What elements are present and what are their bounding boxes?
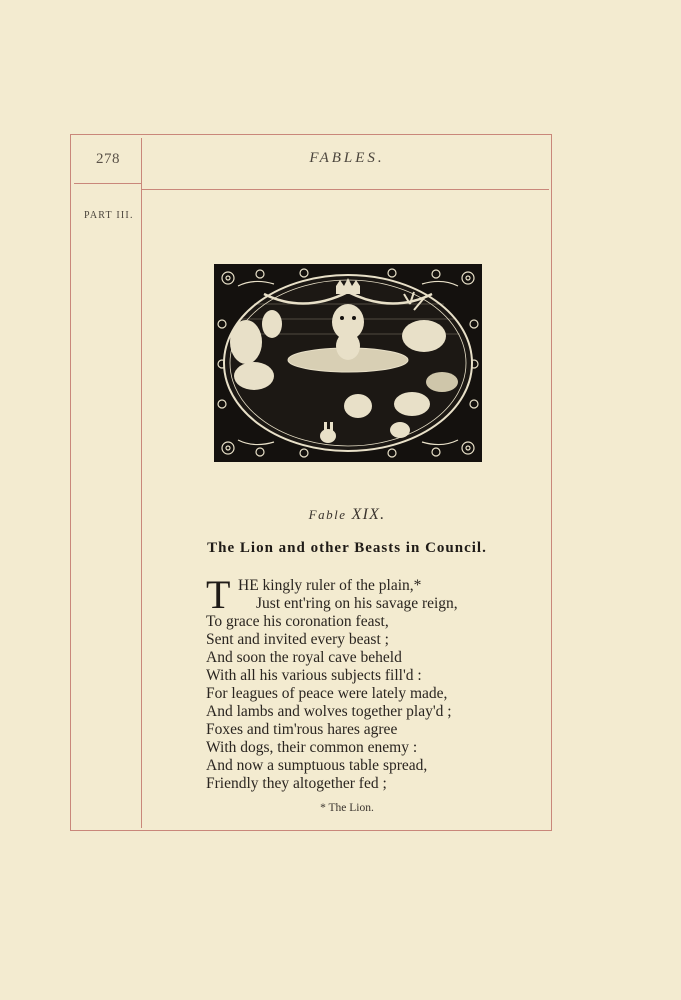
poem-line: For leagues of peace were lately made,	[206, 685, 448, 702]
running-title: FABLES.	[309, 150, 385, 166]
poem-line-2: Just ent'ring on his savage reign,	[256, 595, 458, 612]
poem-line: To grace his coronation feast,	[206, 613, 389, 630]
poem-line: And soon the royal cave beheld	[206, 649, 402, 666]
poem-line: Sent and invited every beast ;	[206, 631, 389, 648]
lion-icon	[332, 278, 364, 360]
fable-number-prefix: Fable	[308, 507, 347, 522]
poem-line: And lambs and wolves together play'd ;	[206, 703, 452, 720]
fable-number	[142, 506, 552, 524]
poem-line: Friendly they altogether fed ;	[206, 775, 387, 792]
fable-title: The Lion and other Beasts in Council.	[207, 540, 487, 556]
page-number: 278	[96, 151, 120, 167]
poem-body	[206, 613, 452, 793]
woodcut-lion-and-beasts-illustration	[214, 264, 482, 462]
drop-cap: T	[206, 572, 231, 617]
wolf-icon	[426, 372, 458, 392]
side-note: PART III.	[84, 210, 134, 221]
fox-icon	[390, 422, 410, 438]
poem-line: Foxes and tim'rous hares agree	[206, 721, 398, 738]
poem-line: With all his various subjects fill'd :	[206, 667, 422, 684]
margin-rule-header-left	[74, 183, 141, 184]
poem-line: With dogs, their common enemy :	[206, 739, 418, 756]
footnote: * The Lion.	[320, 802, 374, 814]
fable-number-numeral: XIX.	[351, 506, 386, 523]
poem-line: And now a sumptuous table spread,	[206, 757, 428, 774]
margin-rule-header-main	[142, 189, 549, 190]
poem-line-1: HE kingly ruler of the plain,*	[238, 577, 422, 594]
margin-rule-vertical	[141, 138, 142, 828]
